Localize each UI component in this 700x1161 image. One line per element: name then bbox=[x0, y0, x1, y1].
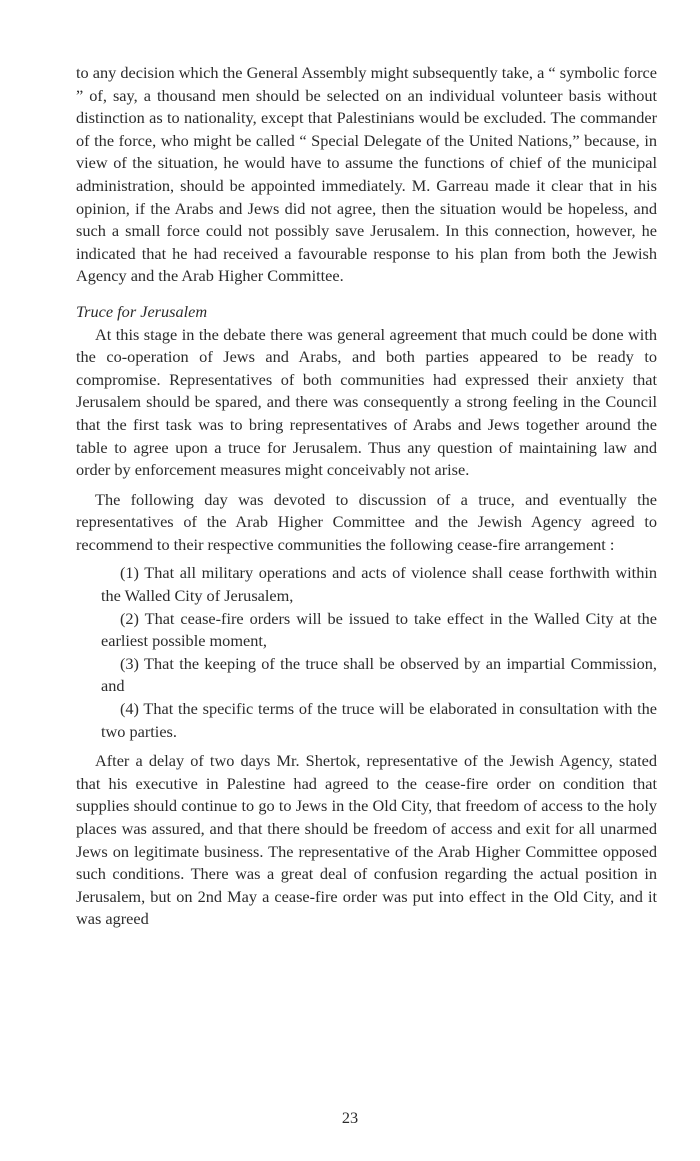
page-body bbox=[76, 62, 657, 931]
list-item: (1) That all military operations and acts of violence shall cease forthwith within the Walled City of Jerusalem, bbox=[101, 563, 657, 606]
paragraph-shertok-statement: After a delay of two days Mr. Shertok, representative of the Jewish Agency, stated that his executive in Palestine had agreed to the cease-fire order on condition that supplies should continue to go to Jews in the Old City, that freedom of access to the holy places was assured, and that there should be freedom of access and exit for all unarmed Jews on legitimate business. The representative of the Arab Higher Committee opposed such conditions. There was a great deal of confusion regarding the actual position in Jerusalem, but on 2nd May a cease-fire order was put into effect in the Old City, and it was agreed bbox=[76, 751, 657, 929]
section-heading-truce: Truce for Jerusalem bbox=[76, 301, 208, 321]
cease-fire-arrangement-list bbox=[76, 562, 657, 743]
paragraph-garreau-proposal: to any decision which the General Assembly might subsequently take, a “ symbolic force ” of, say, a thousand men should be selected on an individual volunteer basis without distinction as to nationality, except that Palestinians would be excluded. The commander of the force, who might be called “ Special Delegate of the United Nations,” because, in view of the situation, he would have to assume the functions of chief of the municipal administration, should be appointed immediately. M. Garreau made it clear that in his opinion, if the Arabs and Jews did not agree, then the situation would be hopeless, and such a small force could not possibly save Jerusalem. In this connection, however, he indicated that he had received a favourable response to his plan from both the Jewish Agency and the Arab Higher Committee. bbox=[76, 63, 657, 286]
list-item: (2) That cease-fire orders will be issued to take effect in the Walled City at the earliest possible moment, bbox=[101, 608, 657, 651]
list-item: (4) That the specific terms of the truce will be elaborated in consultation with the two parties. bbox=[101, 699, 657, 741]
list-item: (3) That the keeping of the truce shall be observed by an impartial Commission, and bbox=[101, 653, 657, 696]
paragraph-debate-agreement: At this stage in the debate there was general agreement that much could be done with the co-operation of Jews and Arabs, and both parties appeared to be ready to compromise. Representatives of both communities had expressed their anxiety that Jerusalem should be spared, and there was consequently a strong feeling in the Council that the first task was to bring representatives of Arabs and Jews together around the table to agree upon a truce for Jerusalem. Thus any question of maintaining law and order by enforcement measures might conceivably not arise. bbox=[76, 324, 657, 480]
page-number: 23 bbox=[341, 1108, 359, 1127]
paragraph-truce-discussion: The following day was devoted to discussion of a truce, and eventually the representatives of the Arab Higher Committee and the Jewish Agency agreed to recommend to their respective communities the following cease-fire arrangement : bbox=[76, 489, 657, 554]
